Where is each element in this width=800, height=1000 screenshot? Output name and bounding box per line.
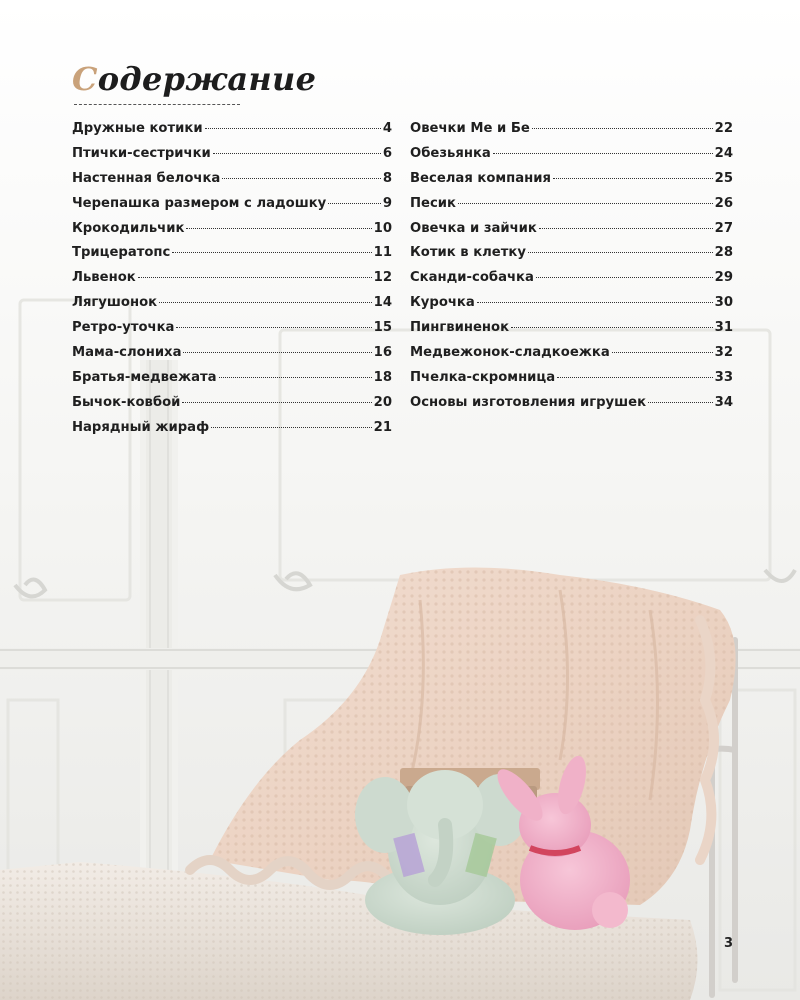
- toc-item[interactable]: [72, 345, 392, 370]
- toc-item-label: Мама-слониха: [72, 345, 182, 361]
- toc-item-label: Птички-сестрички: [72, 145, 211, 161]
- toc-item-page: 11: [373, 245, 392, 261]
- toc-leader-dots: [182, 402, 371, 403]
- toc-item-page: 25: [714, 170, 733, 186]
- toc-leader-dots: [176, 327, 371, 328]
- toc-item-label: Обезьянка: [410, 145, 491, 161]
- toc-leader-dots: [219, 377, 372, 378]
- toc-item-label: Основы изготовления игрушек: [410, 394, 647, 410]
- toc-item-page: 28: [714, 245, 733, 261]
- toc-item-label: Веселая компания: [410, 170, 551, 186]
- toc-item-label: Ретро-уточка: [72, 320, 175, 336]
- toc-item[interactable]: [410, 295, 733, 320]
- title-initial: С: [72, 60, 98, 98]
- toc-leader-dots: [553, 178, 713, 179]
- toc-item[interactable]: [410, 146, 733, 171]
- toc-leader-dots: [222, 178, 381, 179]
- title-rest: одержание: [97, 60, 317, 98]
- toc-item[interactable]: [410, 370, 733, 395]
- toc-item-label: Трицератопс: [72, 245, 171, 261]
- toc-item-page: 15: [373, 320, 392, 336]
- toc-item-label: Братья-медвежата: [72, 369, 217, 385]
- toc-item-label: Пчелка-скромница: [410, 369, 556, 385]
- toc-item-page: 14: [373, 295, 392, 311]
- toc-item-page: 10: [373, 220, 392, 236]
- toc-item-page: 32: [714, 345, 733, 361]
- toc-item[interactable]: [410, 395, 733, 420]
- toc-item-label: Львенок: [72, 270, 136, 286]
- toc-item[interactable]: [410, 171, 733, 196]
- toc-leader-dots: [648, 402, 713, 403]
- toc-item[interactable]: [72, 395, 392, 420]
- toc-item-page: 22: [714, 121, 733, 136]
- toc-item[interactable]: [410, 270, 733, 295]
- toc-item-label: Курочка: [410, 295, 475, 311]
- toc-item-page: 6: [382, 145, 392, 161]
- toc-item-page: 21: [373, 419, 392, 435]
- toc-leader-dots: [477, 302, 713, 303]
- toc-item-label: Нарядный жираф: [72, 419, 210, 435]
- toc-leader-dots: [183, 352, 371, 353]
- toc-item-label: Медвежонок-сладкоежка: [410, 345, 610, 361]
- toc-item-page: 26: [714, 195, 733, 211]
- toc-item-label: Песик: [410, 195, 456, 211]
- toc-item[interactable]: [72, 196, 392, 221]
- toc-leader-dots: [458, 203, 713, 204]
- toc-column-left: [72, 121, 392, 445]
- toc-item-page: 27: [714, 220, 733, 236]
- toc-item[interactable]: [410, 320, 733, 345]
- toc-leader-dots: [493, 153, 713, 154]
- toc-item-label: Пингвиненок: [410, 320, 510, 336]
- toc-column-right: [410, 121, 733, 420]
- toc-leader-dots: [172, 252, 371, 253]
- toc-item[interactable]: [410, 345, 733, 370]
- toc-item-page: 31: [714, 320, 733, 336]
- toc-item-page: 12: [373, 270, 392, 286]
- toc-item-label: Крокодильчик: [72, 220, 185, 236]
- toc-item[interactable]: [72, 171, 392, 196]
- toc-leader-dots: [532, 128, 713, 129]
- toc-item[interactable]: [72, 420, 392, 445]
- toc-item-page: 20: [373, 394, 392, 410]
- toc-item[interactable]: [410, 221, 733, 246]
- toc-item[interactable]: [72, 270, 392, 295]
- toc-item[interactable]: [72, 245, 392, 270]
- toc-item-page: 18: [373, 369, 392, 385]
- toc-leader-dots: [557, 377, 713, 378]
- toc-leader-dots: [528, 252, 713, 253]
- toc-item[interactable]: [410, 245, 733, 270]
- toc-leader-dots: [138, 277, 372, 278]
- toc-leader-dots: [211, 427, 371, 428]
- toc-leader-dots: [213, 153, 381, 154]
- toc-item-page: 16: [373, 345, 392, 361]
- toc-item[interactable]: [72, 295, 392, 320]
- toc-leader-dots: [159, 302, 372, 303]
- toc-item[interactable]: [72, 221, 392, 246]
- toc-item-page: 30: [714, 295, 733, 311]
- page-title: [72, 60, 316, 98]
- toc-item-page: 9: [382, 195, 392, 211]
- toc-item-label: Настенная белочка: [72, 170, 221, 186]
- toc-item-label: Овечки Ме и Бе: [410, 121, 530, 136]
- toc-leader-dots: [511, 327, 713, 328]
- toc-leader-dots: [186, 228, 371, 229]
- toc-item-page: 4: [382, 121, 392, 136]
- toc-item[interactable]: [72, 320, 392, 345]
- page-number: 3: [724, 936, 734, 951]
- toc-leader-dots: [539, 228, 713, 229]
- toc-item-label: Котик в клетку: [410, 245, 526, 261]
- toc-item-page: 29: [714, 270, 733, 286]
- toc-item-page: 33: [714, 369, 733, 385]
- toc-item-label: Овечка и зайчик: [410, 220, 537, 236]
- toc-item-label: Черепашка размером с ладошку: [72, 195, 327, 211]
- toc-item-label: Сканди-собачка: [410, 270, 534, 286]
- toc-item[interactable]: [72, 146, 392, 171]
- toc-item-page: 8: [382, 170, 392, 186]
- toc-item[interactable]: [72, 121, 392, 146]
- toc-item-page: 24: [714, 145, 733, 161]
- toc-leader-dots: [205, 128, 381, 129]
- toc-item[interactable]: [72, 370, 392, 395]
- toc-item-label: Дружные котики: [72, 121, 203, 136]
- toc-leader-dots: [328, 203, 381, 204]
- toc-item[interactable]: [410, 196, 733, 221]
- toc-leader-dots: [536, 277, 713, 278]
- toc-item[interactable]: [410, 121, 733, 146]
- toc-leader-dots: [612, 352, 713, 353]
- toc-item-page: 34: [714, 394, 733, 410]
- toc-item-label: Лягушонок: [72, 295, 158, 311]
- toc-item-label: Бычок-ковбой: [72, 394, 181, 410]
- title-divider: [74, 104, 240, 105]
